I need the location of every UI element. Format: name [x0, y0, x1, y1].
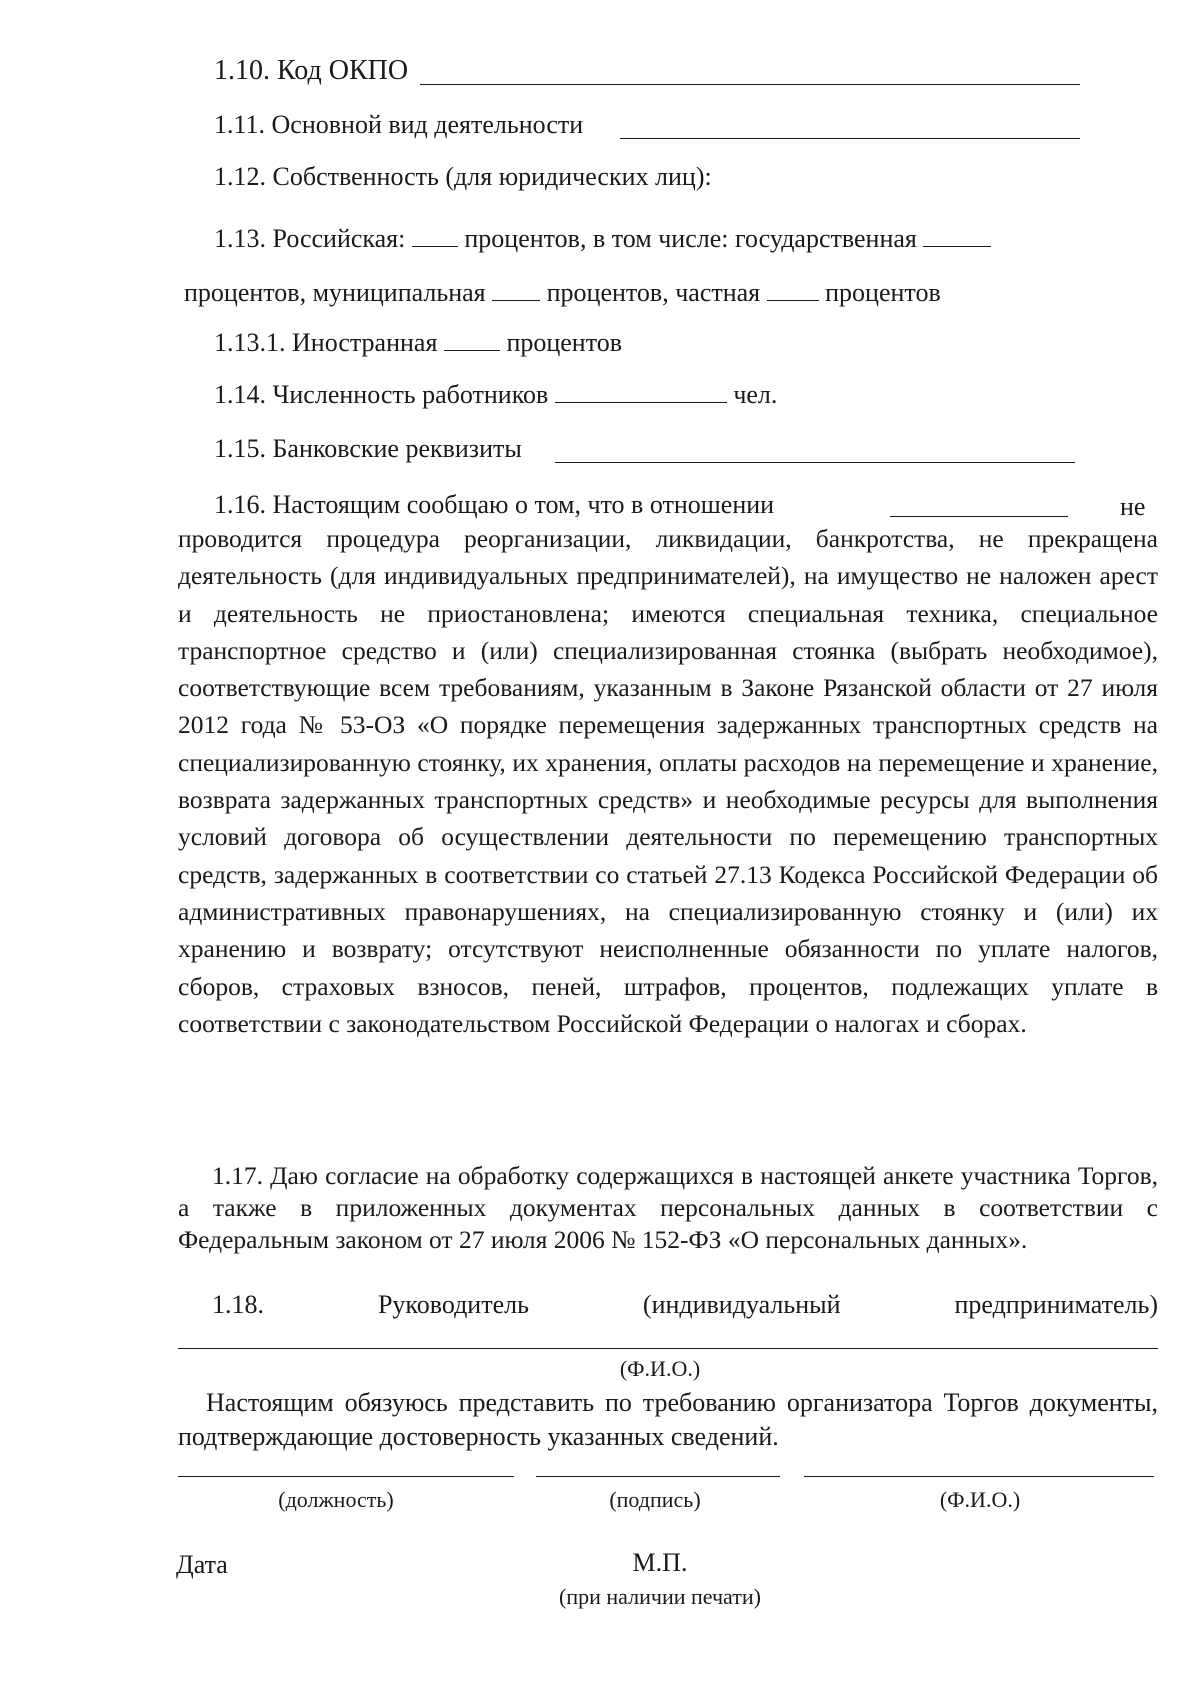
activity-blank[interactable]	[620, 138, 1080, 139]
signature-caption: (подпись)	[609, 1487, 701, 1512]
p116-tail: не	[1120, 492, 1146, 521]
p116-name-blank[interactable]	[890, 516, 1068, 517]
p118-num: 1.18.	[212, 1290, 264, 1319]
foreign-text-b: процентов	[506, 328, 623, 357]
p117-body: 1.17. Даю согласие на обработку содержащихся в настоящей анкете участника Торгов, а также в приложенных документах персональных данных в соответствии с Федеральным законом от 27 июля 2006 № 152-ФЗ «О персональных данных».	[178, 1161, 1158, 1254]
private-percent-blank[interactable]	[767, 278, 819, 301]
foreign-label: 1.13.1. Иностранная	[214, 328, 438, 357]
russian-row	[214, 224, 991, 254]
okpo-blank[interactable]	[420, 84, 1080, 85]
russian-text-b: процентов, в том числе: государственная	[464, 224, 917, 253]
activity-row	[214, 110, 583, 140]
p118-fio-blank[interactable]	[178, 1348, 1158, 1349]
activity-label: 1.11. Основной вид деятельности	[214, 110, 584, 139]
employees-blank[interactable]	[555, 380, 727, 403]
p116-lead: 1.16. Настоящим сообщаю о том, что в отношении	[214, 490, 775, 519]
ownership-label: 1.12. Собственность (для юридических лиц):	[214, 162, 712, 191]
p118-fio-caption: (Ф.И.О.)	[619, 1356, 701, 1381]
date-label: Дата	[176, 1550, 228, 1579]
p116-body: проводится процедура реорганизации, ликвидации, банкротства, не прекращена деятельность (для индивидуальных предпринимателей), на имущество не наложен арест и деятельность не приостановлена; имеются специальная техника, специальное транспортное средство и (или) специализированная стоянка (выбрать необходимое), соответствующие всем требованиям, указанным в Законе Рязанской области от 27 июля 2012 года № 53-ОЗ «О порядке перемещения задержанных транспортных средств на специализированную стоянку, их хранения, оплаты расходов на перемещение и хранение, возврата задержанных транспортных средств» и необходимые ресурсы для выполнения условий договора об осуществлении деятельности по перемещению транспортных средств, задержанных в соответствии со статьей 27.13 Кодекса Российской Федерации об административных правонарушениях, на специализированную стоянку и (или) их хранению и возврату; отсутствуют неисполненные обязанности по уплате налогов, сборов, страховых взносов, пеней, штрафов, процентов, подлежащих уплате в соответствии с законодательством Российской Федерации о налогах и сборах.	[178, 524, 1158, 1038]
employees-row	[214, 380, 777, 410]
commitment-text: Настоящим обязуюсь представить по требованию организатора Торгов документы, подтверждающие достоверность указанных сведений.	[178, 1388, 1158, 1451]
okpo-row	[214, 56, 408, 86]
position-caption: (должность)	[278, 1487, 394, 1512]
bank-label: 1.15. Банковские реквизиты	[214, 434, 522, 463]
russian-text-d: процентов, частная	[546, 278, 761, 307]
employees-label: 1.14. Численность работников	[214, 380, 549, 409]
p118-w3: предприниматель)	[954, 1290, 1158, 1319]
russian-row-2	[184, 278, 941, 308]
fio-blank[interactable]	[804, 1476, 1154, 1477]
p118-row	[212, 1290, 1158, 1320]
signature-blank[interactable]	[536, 1476, 780, 1477]
mp-label: М.П.	[632, 1548, 688, 1577]
position-blank[interactable]	[178, 1476, 514, 1477]
p118-w2: (индивидуальный	[642, 1290, 841, 1319]
employees-unit: чел.	[733, 380, 778, 409]
foreign-percent-blank[interactable]	[444, 328, 500, 351]
russian-text-c: процентов, муниципальная	[184, 278, 486, 307]
russian-label: 1.13. Российская:	[214, 224, 406, 253]
state-percent-blank[interactable]	[923, 224, 991, 247]
p118-w1: Руководитель	[377, 1290, 529, 1319]
foreign-row	[214, 328, 622, 358]
fio-caption: (Ф.И.О.)	[939, 1487, 1021, 1512]
russian-percent-blank[interactable]	[412, 224, 458, 247]
okpo-label: 1.10. Код ОКПО	[214, 55, 409, 86]
municipal-percent-blank[interactable]	[492, 278, 540, 301]
bank-row	[214, 434, 522, 464]
mp-note: (при наличии печати)	[559, 1584, 761, 1609]
bank-blank[interactable]	[555, 462, 1075, 463]
russian-text-e: процентов	[825, 278, 941, 307]
